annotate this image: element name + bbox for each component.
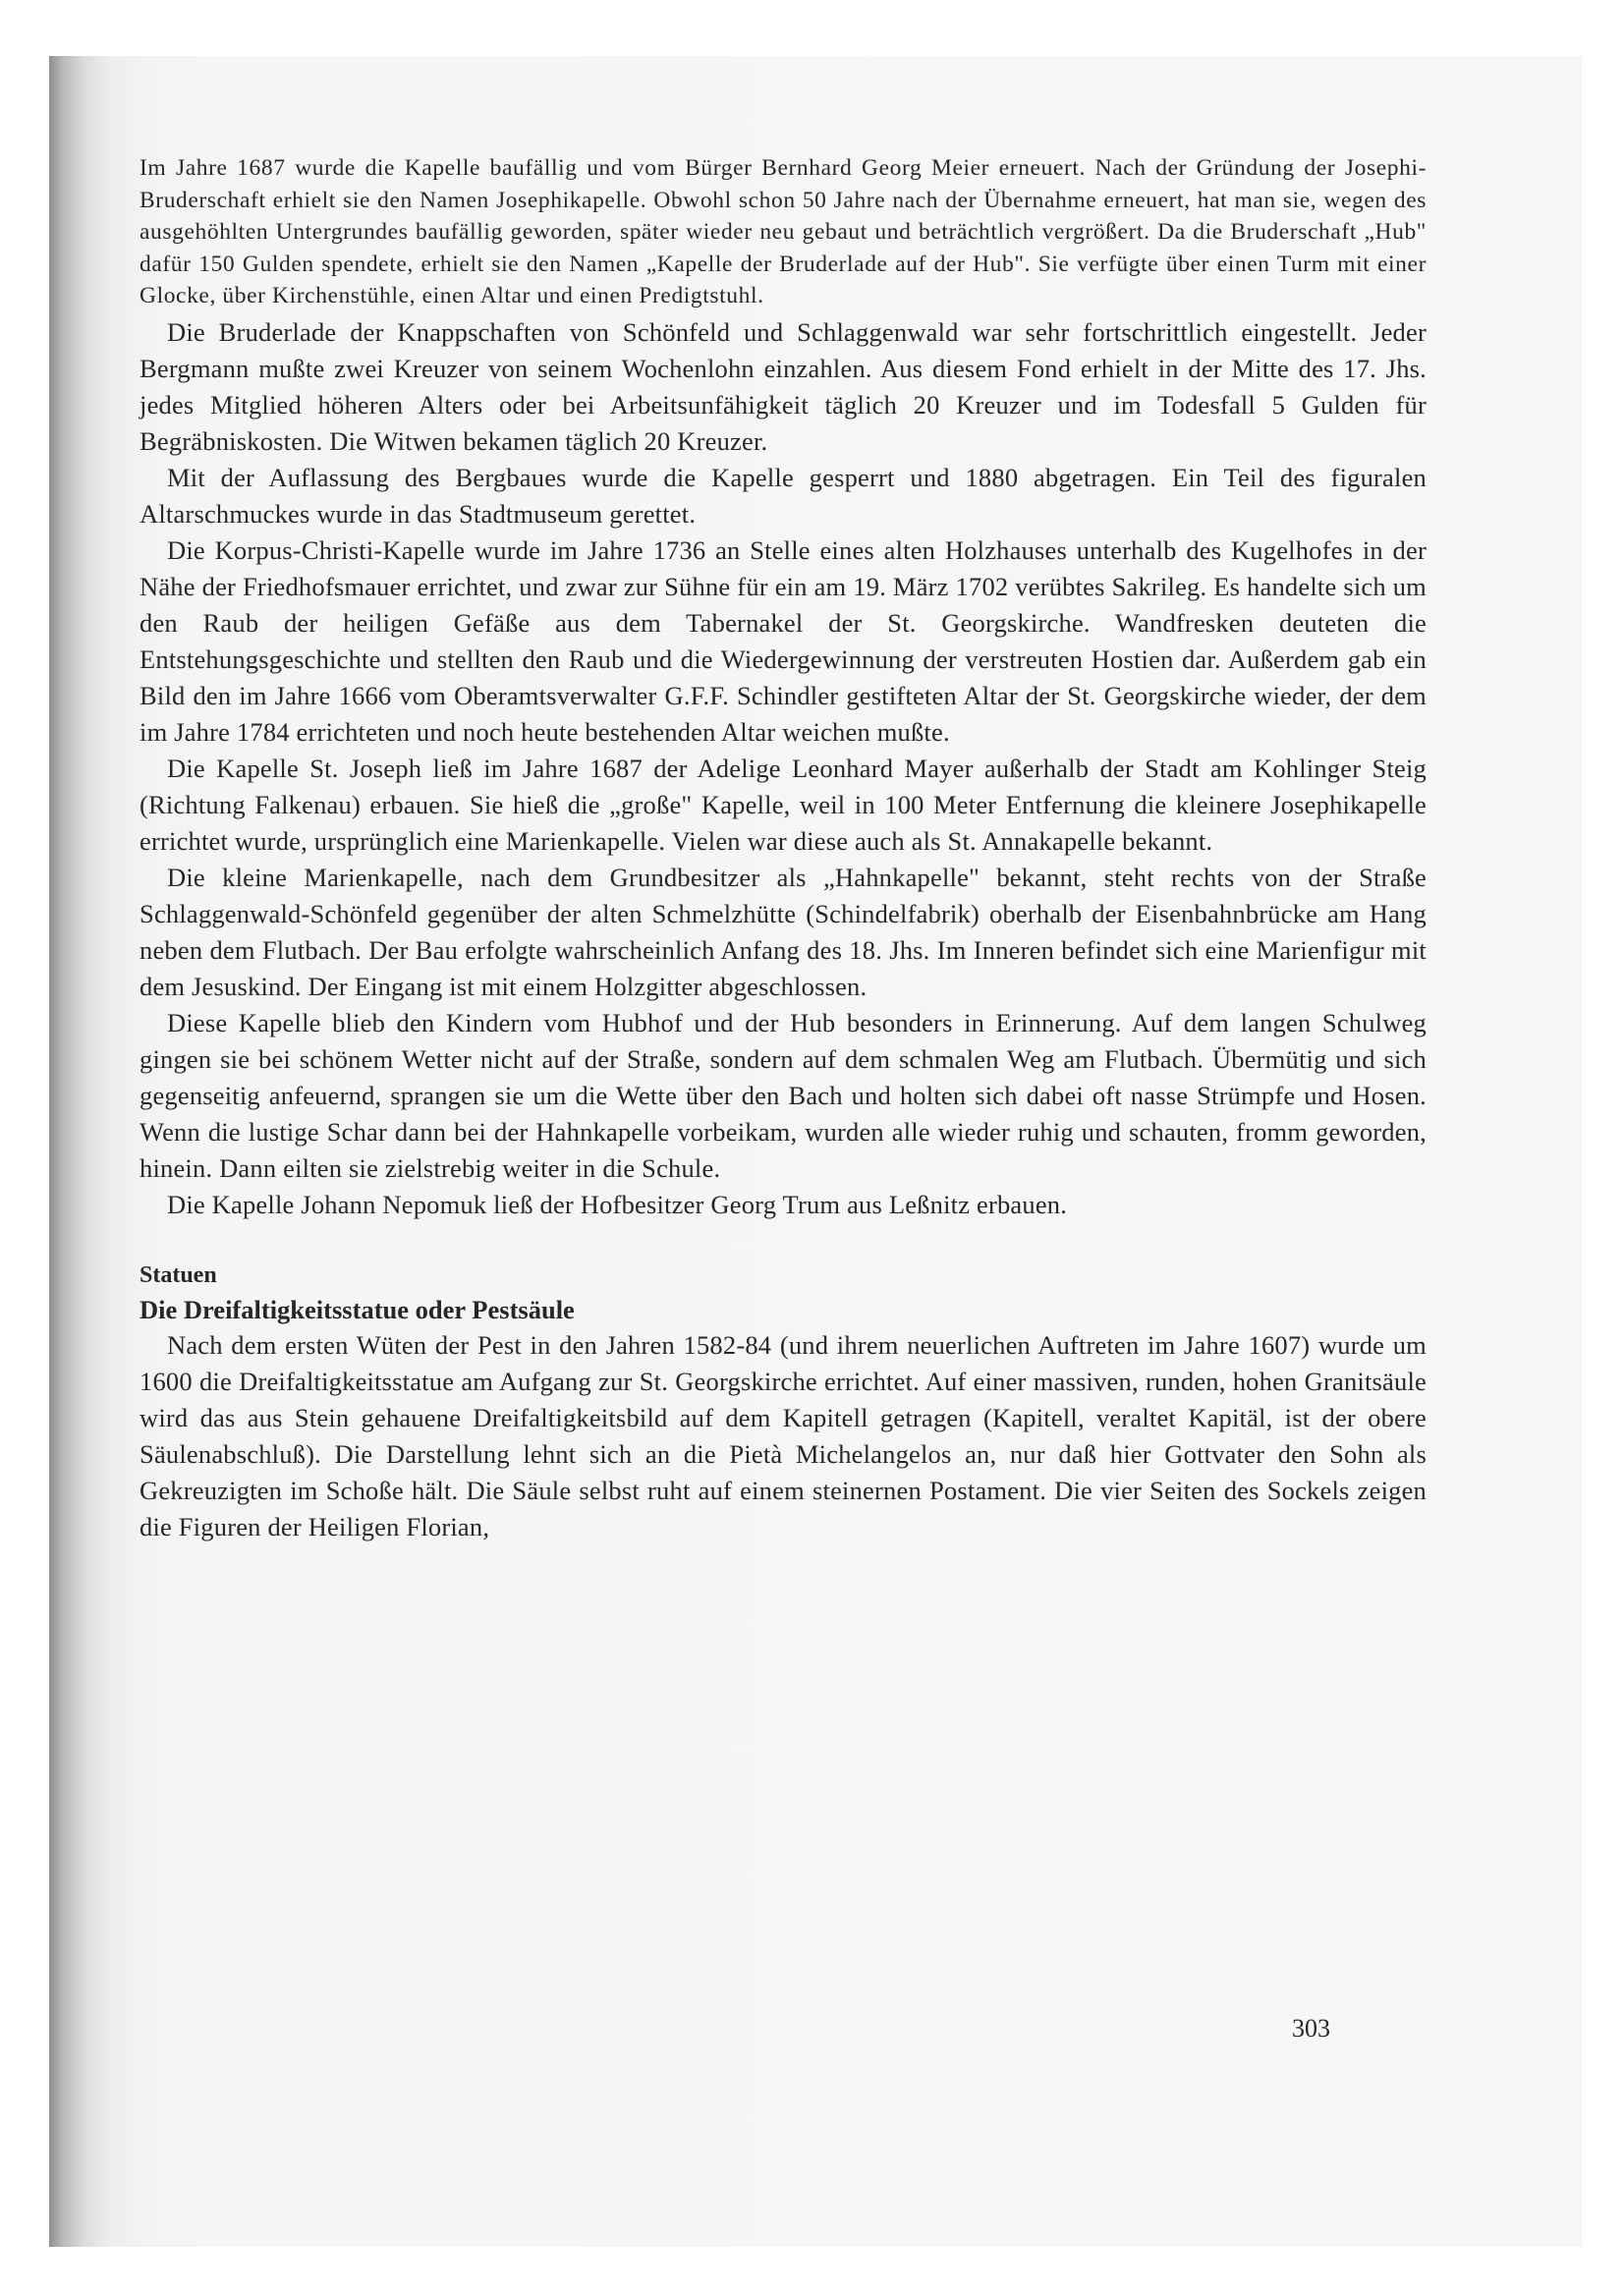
section-gap xyxy=(140,1223,1427,1259)
paragraph-pestsaeule: Nach dem ersten Wüten der Pest in den Jahren 1582-84 (und ihrem neuerlichen Auftreten im Jahre 1607) wurde um 1600 die Dreifaltigkeitsstatue am Aufgang zur St. Georgskirche errichtet. Auf einer massiven, runden, hohen Granitsäule wird das aus Stein gehauene Dreifaltigkeitsbild auf dem Kapitell getragen (Kapitell, veraltet Kapitäl, ist der obere Säulenabschluß). Die Darstellung lehnt sich an die Pietà Michelangelos an, nur daß hier Gottvater den Sohn als Gekreuzigten im Schoße hält. Die Säule selbst ruht auf einem steinernen Postament. Die vier Seiten des Sockels zeigen die Figuren der Heiligen Florian, xyxy=(140,1329,1427,1541)
paragraph-bruderlade: Die Bruderlade der Knappschaften von Schönfeld und Schlaggenwald war sehr fortschrittlich eingestellt. Jeder Bergmann mußte zwei Kreuzer von seinem Wochenlohn einzahlen. Aus diesem Fond erhielt in der Mitte des 17. Jhs. jedes Mitglied höheren Alters oder bei Arbeitsunfähigkeit täglich 20 Kreuzer und im Todesfall 5 Gulden für Begräbniskosten. Die Witwen bekamen täglich 20 Kreuzer. xyxy=(140,316,1427,456)
paragraph-erinnerung: Diese Kapelle blieb den Kindern vom Hubhof und der Hub besonders in Erinnerung. Auf dem langen Schulweg gingen sie bei schönem Wetter nicht auf der Straße, sondern auf dem schmalen Weg am Flutbach. Übermütig und sich gegenseitig anfeuernd, sprangen sie um die Wette über den Bach und holten sich dabei oft nasse Strümpfe und Hosen. Wenn die lustige Schar dann bei der Hahnkapelle vorbeikam, wurden alle wieder ruhig und schauten, fromm geworden, hinein. Dann eilten sie zielstrebig weiter in die Schule. xyxy=(140,1007,1427,1183)
text-column xyxy=(140,152,1427,1545)
paragraph-auflassung: Mit der Auflassung des Bergbaues wurde die Kapelle gesperrt und 1880 abgetragen. Ein Teil des figuralen Altarschmuckes wurde in das Stadtmuseum gerettet. xyxy=(140,462,1427,529)
paragraph-josephikapelle: Im Jahre 1687 wurde die Kapelle baufällig und vom Bürger Bernhard Georg Meier erneuert. Nach der Gründung der Josephi-Bruderschaft erhielt sie den Namen Josephikapelle. Obwohl schon 50 Jahre nach der Übernahme erneuert, hat man sie, wegen des ausgehöhlten Untergrundes baufällig geworden, später wieder neu gebaut und beträchtlich vergrößert. Da die Bruderschaft „Hub" dafür 150 Gulden spendete, erhielt sie den Namen „Kapelle der Bruderlade auf der Hub". Sie verfügte über einen Turm mit einer Glocke, über Kirchenstühle, einen Altar und einen Predigtstuhl. xyxy=(140,155,1427,308)
page-number: 303 xyxy=(1292,2014,1330,2043)
scanned-book-page xyxy=(49,56,1582,2247)
section-heading: Statuen xyxy=(140,1261,217,1288)
paragraph-st-joseph: Die Kapelle St. Joseph ließ im Jahre 1687 der Adelige Leonhard Mayer außerhalb der Stadt am Kohlinger Steig (Richtung Falkenau) erbauen. Sie hieß die „große" Kapelle, weil in 100 Meter Entfernung die kleinere Josephikapelle errichtet wurde, ursprünglich eine Marienkapelle. Vielen war diese auch als St. Annakapelle bekannt. xyxy=(140,753,1427,856)
paragraph-nepomuk: Die Kapelle Johann Nepomuk ließ der Hofbesitzer Georg Trum aus Leßnitz erbauen. xyxy=(167,1189,1068,1219)
paragraph-korpus-christi: Die Korpus-Christi-Kapelle wurde im Jahre 1736 an Stelle eines alten Holzhauses unterhalb des Kugelhofes in der Nähe der Friedhofsmauer errichtet, und zwar zur Sühne für ein am 19. März 1702 verübtes Sakrileg. Es handelte sich um den Raub der heiligen Gefäße aus dem Tabernakel der St. Georgskirche. Wandfresken deuteten die Entstehungsgeschichte und stellten den Raub und die Wiedergewinnung der verstreuten Hostien dar. Außerdem gab ein Bild den im Jahre 1666 vom Oberamtsverwalter G.F.F. Schindler gestifteten Altar der St. Georgskirche wieder, der dem im Jahre 1784 errichteten und noch heute bestehenden Altar weichen mußte. xyxy=(140,534,1427,747)
paragraph-marienkapelle: Die kleine Marienkapelle, nach dem Grundbesitzer als „Hahnkapelle" bekannt, steht rechts von der Straße Schlaggenwald-Schönfeld gegenüber der alten Schmelzhütte (Schindelfabrik) oberhalb der Eisenbahnbrücke am Hang neben dem Flutbach. Der Bau erfolgte wahrscheinlich Anfang des 18. Jhs. Im Inneren befindet sich eine Marienfigur mit dem Jesuskind. Der Eingang ist mit einem Holzgitter abgeschlossen. xyxy=(140,862,1427,1001)
section-subheading: Die Dreifaltigkeitsstatue oder Pestsäule xyxy=(140,1294,575,1324)
